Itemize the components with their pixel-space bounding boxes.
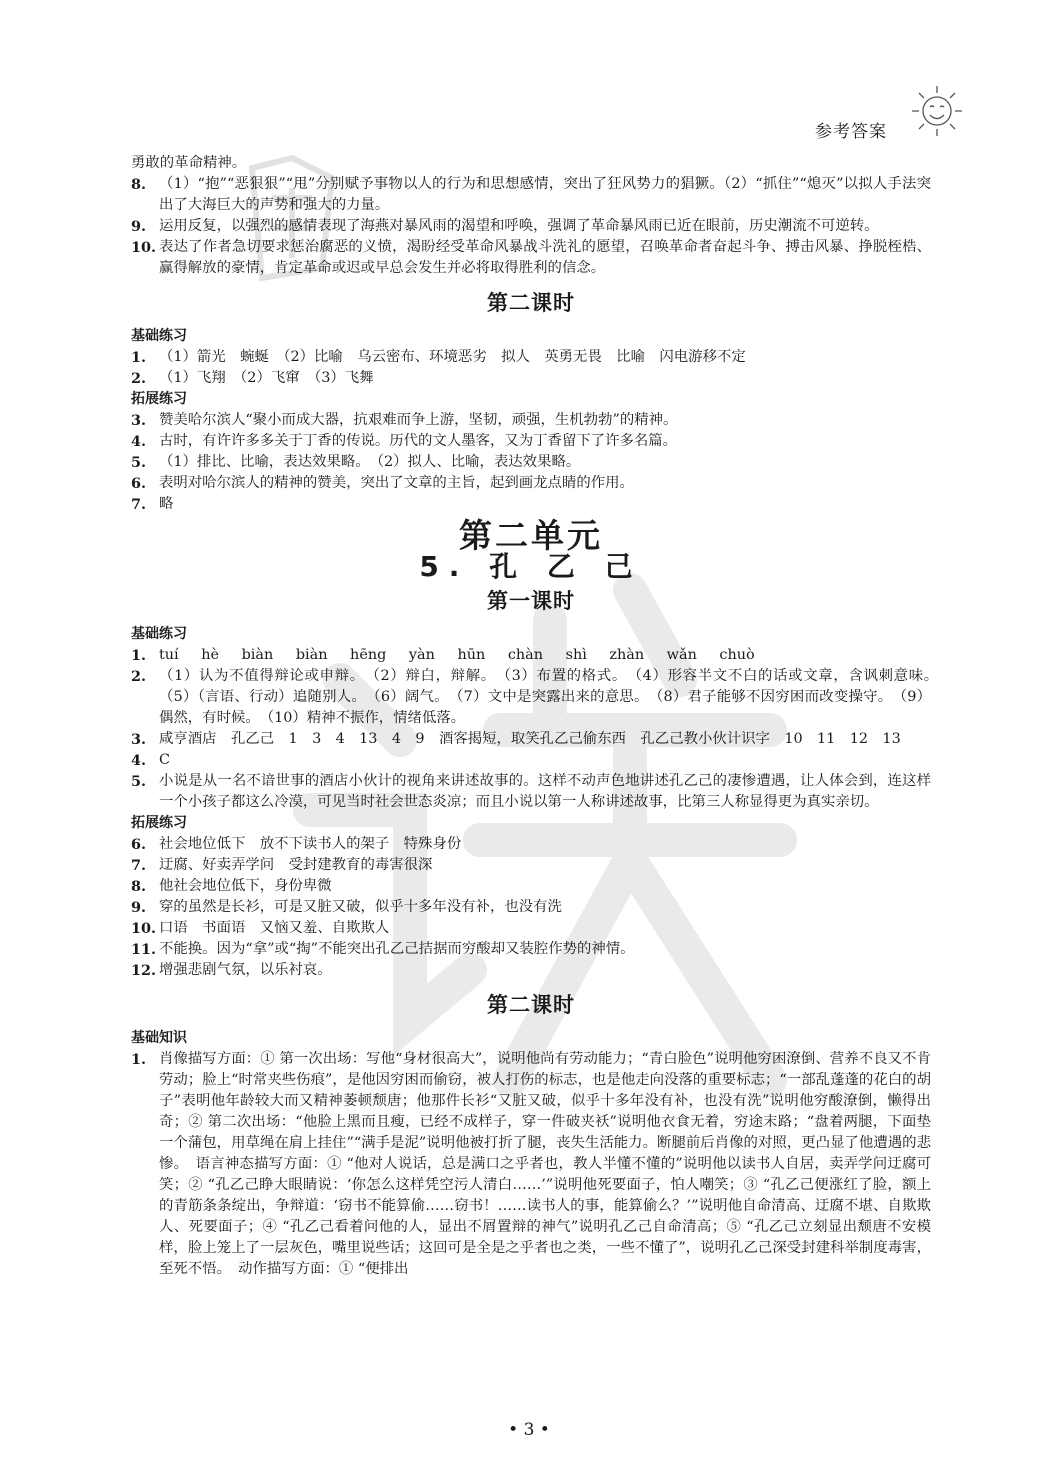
item-text: 略 [159,496,174,512]
list-item [131,666,946,729]
item-number: 8. [131,176,147,193]
item-text: 赞美哈尔滨人“聚小而成大器，抗艰难而争上游，坚韧，顽强，生机勃勃”的精神。 [159,412,678,428]
item-number: 6. [131,836,147,853]
item-text: 咸亨酒店 孔乙己 1 3 4 13 4 9 酒客揭短，取笑孔乙己偷东西 孔乙己教小伙计识字 10 11 12 13 [159,731,901,747]
list-item [131,939,931,960]
item-number: 5. [131,454,147,471]
item-number: 4. [131,752,147,769]
item-text: 肖像描写方面：① 第一次出场：写他“身材很高大”，说明他尚有劳动能力；“青白脸色”说明他穷困潦倒、营养不良又不肯劳动；脸上“时常夹些伤痕”，是他因穷困而偷窃，被人打伤的标志，也是他走向没落的重要标志；“一部乱蓬蓬的花白的胡子”表明他年龄较大而又精神萎顿颓唐；他那件长衫“又脏又破，似乎十多年没有补，也没有洗”说明他穷酸潦倒，懒得出奇；② 第二次出场：“他脸上黑而且瘦，已经不成样子，穿一件破夹袄”说明他衣食无着，穷途末路；“盘着两腿，下面垫一个蒲包，用草绳在肩上挂住”“满手是泥”说明他被打折了腿，丧失生活能力。断腿前后肖像的对照，更凸显了他遭遇的悲惨。 语言神态描写方面：① “他对人说话，总是满口之乎者也，教人半懂不懂的”说明他以读书人自居，卖弄学问迂腐可笑；② “孔乙己睁大眼睛说：‘你怎么这样凭空污人清白……’”说明他死要面子，怕人嘲笑；③ “孔乙己便涨红了脸，额上的青筋条条绽出，争辩道：‘窃书不能算偷……窃书！……读书人的事，能算偷么？’”说明他自命清高、迂腐不堪、自欺欺人、死要面子；④ “孔乙己看着问他的人，显出不屑置辩的神气”说明孔乙己自命清高；⑤ “孔乙己立刻显出颓唐不安模样，脸上笼上了一层灰色，嘴里说些话；这回可是全是之乎者也之类，一些不懂了”，说明孔乙己深受封建科举制度毒害，至死不悟。 动作描写方面：① “便排出 [159,1051,931,1277]
item-text: 不能换。因为“拿”或“掏”不能突出孔乙己拮据而穷酸却又装腔作势的神情。 [159,941,635,957]
section-heading: 第二课时 [487,291,575,315]
subsection-label: 拓展练习 [131,815,187,831]
list-item [131,153,931,174]
section-heading: 第二课时 [487,993,575,1017]
list-item [131,834,931,855]
item-text: C [159,752,171,768]
item-number: 12. [131,962,157,979]
list-item [131,410,931,431]
section-heading: 第一课时 [487,589,575,613]
list-item [131,174,931,216]
item-number: 1. [131,647,147,664]
page-number: • 3 • [508,1420,550,1440]
list-item [131,237,931,279]
list-item [131,729,931,750]
item-number: 3. [131,731,147,748]
header-label: 参考答案 [815,122,887,142]
item-number: 8. [131,878,147,895]
item-number: 10. [131,920,157,937]
answer-content [131,153,946,1280]
list-item [131,473,931,494]
subsection-label: 基础练习 [131,328,187,344]
item-number: 10. [131,239,157,256]
item-text: 小说是从一名不谙世事的酒店小伙计的视角来讲述故事的。这样不动声色地讲述孔乙己的凄惨遭遇，让人体会到，连这样一个小孩子都这么冷漠，可见当时社会世态炎凉；而且小说以第一人称讲述故事，比第三人称显得更为真实亲切。 [159,773,931,810]
item-number: 2. [131,668,147,685]
item-text: 口语 书面语 又恼又羞、自欺欺人 [159,920,390,936]
item-number: 7. [131,857,147,874]
list-item [131,960,931,981]
item-text: 运用反复，以强烈的感情表现了海燕对暴风雨的渴望和呼唤，强调了革命暴风雨已近在眼前，历史潮流不可逆转。 [159,218,879,234]
list-item [131,771,931,813]
item-text: 表达了作者急切要求惩治腐恶的义愤，渴盼经受革命风暴战斗洗礼的愿望，召唤革命者奋起斗争、搏击风暴、挣脱桎梏、赢得解放的豪情，肯定革命或迟或早总会发生并必将取得胜利的信念。 [159,239,931,276]
item-text: 增强悲剧气氛，以乐衬哀。 [159,962,332,978]
item-text: 他社会地位低下，身份卑微 [159,878,332,894]
item-number: 2. [131,370,147,387]
item-number: 11. [131,941,157,958]
list-item [131,876,931,897]
subsection-label: 基础知识 [131,1030,187,1046]
item-number: 6. [131,475,147,492]
item-number: 1. [131,1051,147,1068]
item-text: （1）“抱”“恶狠狠”“甩”分别赋予事物以人的行为和思想感情，突出了狂风势力的猖獗。（2）“抓住”“熄灭”以拟人手法突出了大海巨大的声势和强大的力量。 [159,176,931,213]
item-number: 5. [131,773,147,790]
list-item [131,494,931,515]
list-item [131,216,931,237]
item-text: （1）排比、比喻，表达效果略。 （2）拟人、比喻，表达效果略。 [159,454,581,470]
sun-icon [908,82,966,140]
item-text: （1）飞翔 （2）飞窜 （3）飞舞 [159,370,374,386]
item-text: 勇敢的革命精神。 [131,155,247,171]
item-text: （1）箭光 蜿蜒 （2）比喻 乌云密布、环境恶劣 拟人 英勇无畏 比喻 闪电游移不定 [159,349,746,365]
list-item [131,431,931,452]
item-number: 9. [131,218,147,235]
item-text: 古时，有许许多多关于丁香的传说。历代的文人墨客，又为丁香留下了许多名篇。 [159,433,678,449]
subsection-label: 基础练习 [131,626,187,642]
lesson-title: 5. 孔 乙 己 [419,550,643,583]
item-text: 迂腐、好卖弄学问 受封建教育的毒害很深 [159,857,433,873]
unit-title: 第二单元 [459,516,603,555]
item-number: 7. [131,496,147,513]
item-text: 表明对哈尔滨人的精神的赞美，突出了文章的主旨，起到画龙点睛的作用。 [159,475,634,491]
list-item [131,347,931,368]
item-number: 3. [131,412,147,429]
list-item [131,452,931,473]
list-item [131,855,931,876]
item-text: （1）认为不值得辩论或申辩。 （2）辩白，辩解。 （3）布置的格式。 （4）形容半文不白的话或文章，含讽刺意味。 （5）（言语、行动）追随别人。 （6）阔气。 （7）文中是突露出来的意思。 （8）君子能够不因穷困而改变操守。 （9）偶然，有时候。 （10）精神不振作，情绪低落。 [159,668,946,726]
list-item [131,750,931,771]
list-item [131,368,931,389]
item-text: 穿的虽然是长衫，可是又脏又破，似乎十多年没有补，也没有洗 [159,899,562,915]
list-item [131,897,931,918]
item-number: 4. [131,433,147,450]
list-item [131,918,931,939]
subsection-label: 拓展练习 [131,391,187,407]
item-text: 社会地位低下 放不下读书人的架子 特殊身份 [159,836,462,852]
item-text: tuí hè biàn biàn hēng yàn hūn chàn shì zhàn wǎn chuò [159,647,755,663]
list-item [131,1049,931,1280]
item-number: 1. [131,349,147,366]
list-item [131,645,931,666]
item-number: 9. [131,899,147,916]
